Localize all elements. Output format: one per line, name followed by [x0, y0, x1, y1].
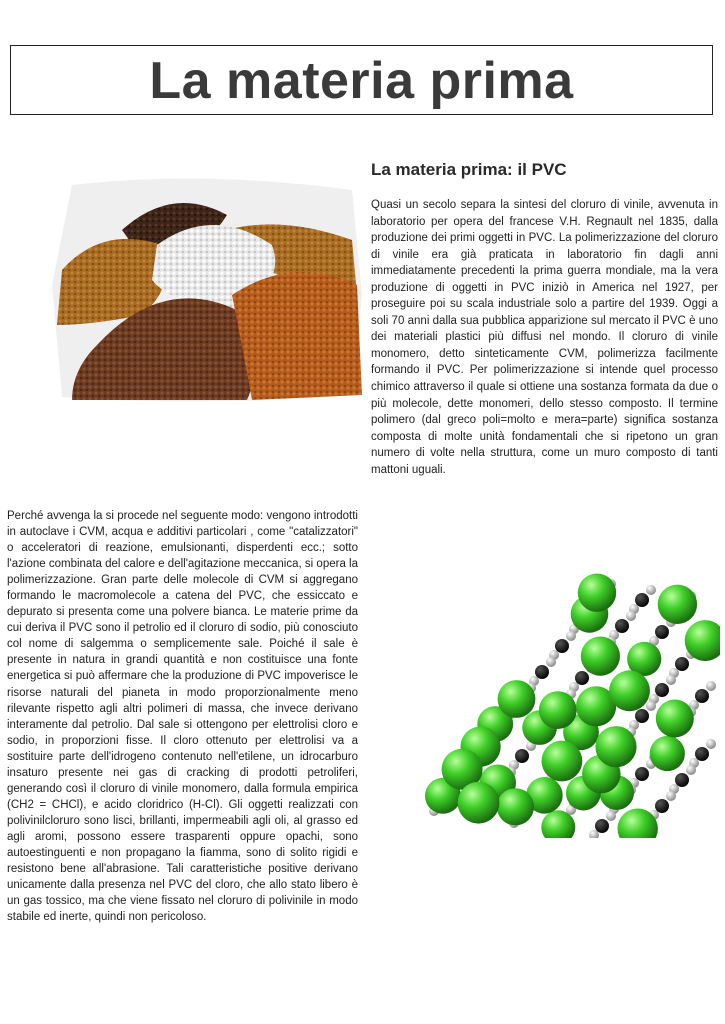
- atom: [655, 683, 669, 697]
- atom: [497, 788, 534, 825]
- atom: [675, 657, 689, 671]
- atom: [535, 665, 549, 679]
- atom: [581, 637, 620, 676]
- atom: [626, 611, 636, 621]
- intro-paragraph: Quasi un secolo separa la sintesi del cloruro di vinile, avvenuta in laboratorio per opera del francese V.H. Regnault nel 1835, dalla produzione dei primi oggetti in PVC. La polimerizzazione del cloruro di vinile era già praticata in laboratorio fin dagli anni immediatamente precedenti la prima guerra mondiale, ma la vera produzione di oggetti in PVC iniziò in America nel 1927, per proseguire poi su scala industriale solo a partire del 1939. Oggi a soli 70 anni dalla sua pubblica apparizione sul mercato il PVC è uno dei materiali plastici più diffusi nel mondo. Il cloruro di vinile monomero, detto sinteticamente CVM, polimerizza facilmente formando il PVC. Per polimerizzazione si intende quel processo chimico attraverso il quale si ottiene una sostanza formata da due o più molecole, dette monomeri, dello stesso composto. Il termine polimero (dal greco poli=molto e mera=parte) significa sostanza composta di molte unità fondamentali che si ripetono un gran numero di volte nella struttura, come un muro composto di tanti mattoni uguali.: [371, 199, 718, 476]
- atom: [650, 736, 685, 771]
- pvc-molecule-model: [412, 552, 720, 838]
- atom: [695, 689, 709, 703]
- atom: [578, 574, 616, 612]
- atom: [595, 819, 609, 833]
- atom: [706, 739, 716, 749]
- atom: [655, 625, 669, 639]
- atom: [655, 799, 669, 813]
- atom: [498, 680, 536, 718]
- pvc-pellets-image: [52, 175, 364, 405]
- atom: [646, 585, 656, 595]
- atom: [635, 767, 649, 781]
- atom: [635, 709, 649, 723]
- title-banner: [10, 45, 713, 115]
- atom: [539, 691, 577, 729]
- atom: [686, 765, 696, 775]
- atom: [575, 671, 589, 685]
- page-title: La materia prima: [149, 52, 574, 110]
- atom: [666, 675, 676, 685]
- atom: [609, 670, 650, 711]
- atom: [675, 773, 689, 787]
- section-heading: La materia prima: il PVC: [371, 160, 567, 179]
- atom: [615, 619, 629, 633]
- atom: [706, 681, 716, 691]
- atom: [656, 700, 694, 738]
- atom: [458, 782, 500, 824]
- process-paragraph: Perché avvenga la si procede nel seguente modo: vengono introdotti in autoclave i CVM, acqua e additivi particolari , come "catalizzatori" o acceleratori di reazione, emulsionanti, disperdenti ecc.; sotto l'azione combinata del calore e dell'agitazione meccanica, si opera la polimerizzazione. Gran parte delle molecole di CVM si aggregano formando le macromolecole a catena del PVC, che essiccato e depurato si presenta come una polvere bianca. Le materie prime da cui deriva il PVC sono il petrolio ed il cloruro di sodio, più conosciuto col nome di salgemma o semplicemente sale. Poiché il sale è presente in natura in grandi quantità e non costituisce una fonte energetica si può affermare che la produzione di PVC impoverisce le risorse naturali del pianeta in modo proporzionalmente meno rilevante rispetto agli altri polimeri di massa, che invece derivano interamente dal petrolio. Dal sale si ottengono per elettrolisi cloro e sodio, in proporzioni fisse. Il cloro ottenuto per elettrolisi va a sostituire parte dell'idrogeno contenuto nell'etilene, un idrocarburo insaturo presente nei gas di cracking di prodotti petroliferi, generando così il cloruro di vinile monomero, dalla formula empirica (CH2 = CHCl), e acido cloridrico (H-Cl). Gli oggetti realizzati con polivinilcloruro sono lisci, brillanti, impermeabili agli oli, al grasso ed agli aromi, possono essere trasparenti oppure opachi, sono autoestinguenti e non propagano la fiamma, sono di solito rigidi e resistono bene all'abrasione. Tali caratteristiche positive derivano unicamente dalla presenza nel PVC del cloro, che allo stato libero è un gas tossico, ma che viene fissato nel cloruro di polivinile in modo stabile ed inerte, quindi non pericoloso.: [7, 510, 358, 924]
- atom: [646, 701, 656, 711]
- atom: [606, 811, 616, 821]
- atom: [658, 585, 697, 624]
- atom: [566, 631, 576, 641]
- molecule-atoms: [425, 574, 720, 839]
- atom: [546, 657, 556, 667]
- atom: [666, 791, 676, 801]
- atom: [555, 639, 569, 653]
- atom: [635, 593, 649, 607]
- atom: [515, 749, 529, 763]
- atom: [595, 726, 636, 767]
- atom: [695, 747, 709, 761]
- atom: [542, 741, 583, 782]
